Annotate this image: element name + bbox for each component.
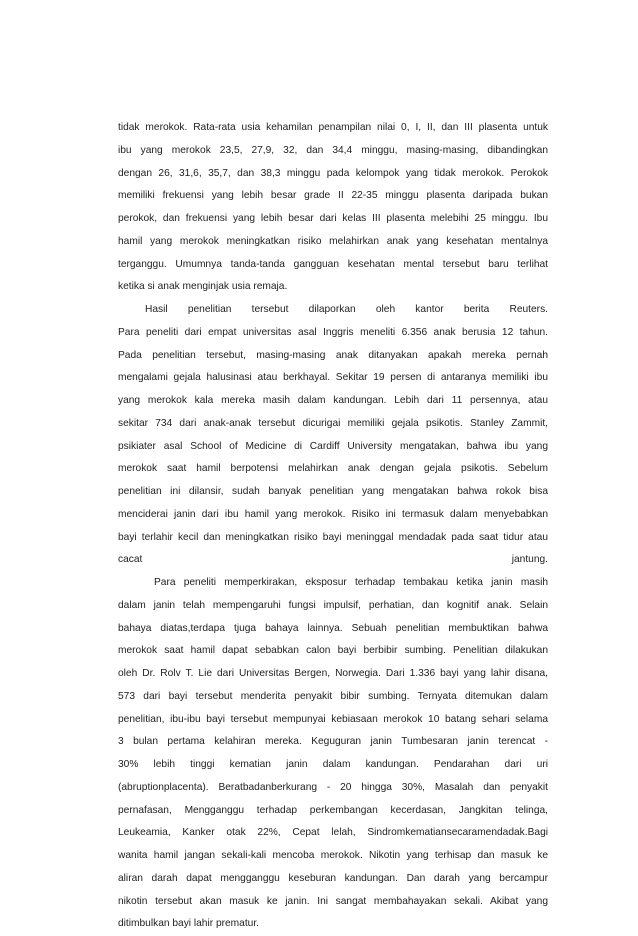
text-line: Para peneliti dari empat universitas asal Inggris meneliti 6.356 anak berusia 12 tahun. [118,326,548,338]
text-line: cacat jantung. [118,554,548,566]
text-line: nikotin tersebut akan masuk ke janin. Ini sangat membahayakan sekali. Akibat yang [118,895,548,907]
text-line: ditimbulkan bayi lahir prematur. [118,918,259,930]
text-line: Leukeamia, Kanker otak 22%, Cepat lelah, Sindromkematiansecaramendadak.Bagi [118,827,548,839]
text-line: yang merokok kala mereka masih dalam kandungan. Lebih dari 11 persennya, atau [118,395,548,406]
text-line: wanita hamil jangan sekali-kali mencoba merokok. Nikotin yang terhisap dan masuk ke [118,850,548,861]
text-line: (abruptionplacenta). Beratbadanberkurang - 20 hingga 30%, Masalah dan penyakit [118,781,548,793]
text-line: sekitar 734 dari anak-anak tersebut dicurigai memiliki gejala psikotis. Stanley Zammit, [118,417,548,429]
text-line: pernafasan, Mengganggu terhadap perkembangan kecerdasan, Jangkitan telinga, [118,804,548,816]
text-line: psikiater asal School of Medicine di Cardiff University mengatakan, bahwa ibu yang [118,440,548,452]
text-line: ibu yang merokok 23,5, 27,9, 32, dan 34,4 minggu, masing-masing, dibandingkan [118,144,548,156]
text-line: tidak merokok. Rata-rata usia kehamilan penampilan nilai 0, I, II, dan III plasenta untuk [118,122,548,133]
text-line: memiliki frekuensi yang lebih besar grade II 22-35 minggu plasenta daripada bukan [118,190,548,202]
text-line: 573 dari bayi tersebut menderita penyakit bibir sumbing. Ternyata ditemukan dalam [118,690,548,702]
text-line: terganggu. Umumnya tanda-tanda gangguan kesehatan mental tersebut baru terlihat [118,258,548,270]
text-line: penelitian, ibu-ibu bayi tersebut mempunyai kebiasaan merokok 10 batang sehari selama [118,713,548,725]
text-line: bahaya diatas,terdapa tjuga bahaya lainnya. Sebuah penelitian membuktikan bahwa [118,622,548,634]
text-line: mengalami gejala halusinasi atau berkhayal. Sekitar 19 persen di antaranya memiliki ibu [118,372,548,384]
text-line: oleh Dr. Rolv T. Lie dari Universitas Bergen, Norwegia. Dari 1.336 bayi yang lahir disana, [118,668,548,679]
text-line: Pada penelitian tersebut, masing-masing anak ditanyakan apakah mereka pernah [118,349,548,361]
text-line: dalam janin telah mempengaruhi fungsi impulsif, perhatian, dan kognitif anak. Selain [118,599,548,611]
text-line: merokok saat hamil berpotensi melahirkan anak dengan gejala psikotis. Sebelum [118,463,548,475]
text-line: merokok saat hamil dapat sebabkan calon bayi berbibir sumbing. Penelitian dilakukan [118,645,548,657]
text-line: Hasil penelitian tersebut dilaporkan oleh kantor berita Reuters. [145,304,548,315]
text-line: menciderai janin dari ibu hamil yang merokok. Risiko ini termasuk dalam menyebabkan [118,508,548,520]
text-line: 3 bulan pertama kelahiran mereka. Keguguran janin Tumbesaran janin terencat - [118,736,548,748]
text-line: Para peneliti memperkirakan, eksposur terhadap tembakau ketika janin masih [154,577,548,588]
text-line: aliran darah dapat mengganggu keseburan kandungan. Dan darah yang bercampur [118,872,548,884]
text-line: penelitian ini dilansir, sudah banyak penelitian yang mengatakan bahwa rokok bisa [118,486,548,497]
text-line: dengan 26, 31,6, 35,7, dan 38,3 minggu pada kelompok yang tidak merokok. Perokok [118,167,548,179]
text-line: hamil yang merokok meningkatkan risiko melahirkan anak yang kesehatan mentalnya [118,235,548,247]
text-line: perokok, dan frekuensi yang lebih besar dari kelas III plasenta melebihi 25 minggu. Ibu [118,213,548,224]
text-line: ketika si anak menginjak usia remaja. [118,281,288,293]
text-line: bayi terlahir kecil dan meningkatkan risiko bayi meninggal mendadak pada saat tidur atau [118,531,548,543]
text-line: 30% lebih tinggi kematian janin dalam kandungan. Pendarahan dari uri [118,759,548,770]
body-text [118,117,548,936]
